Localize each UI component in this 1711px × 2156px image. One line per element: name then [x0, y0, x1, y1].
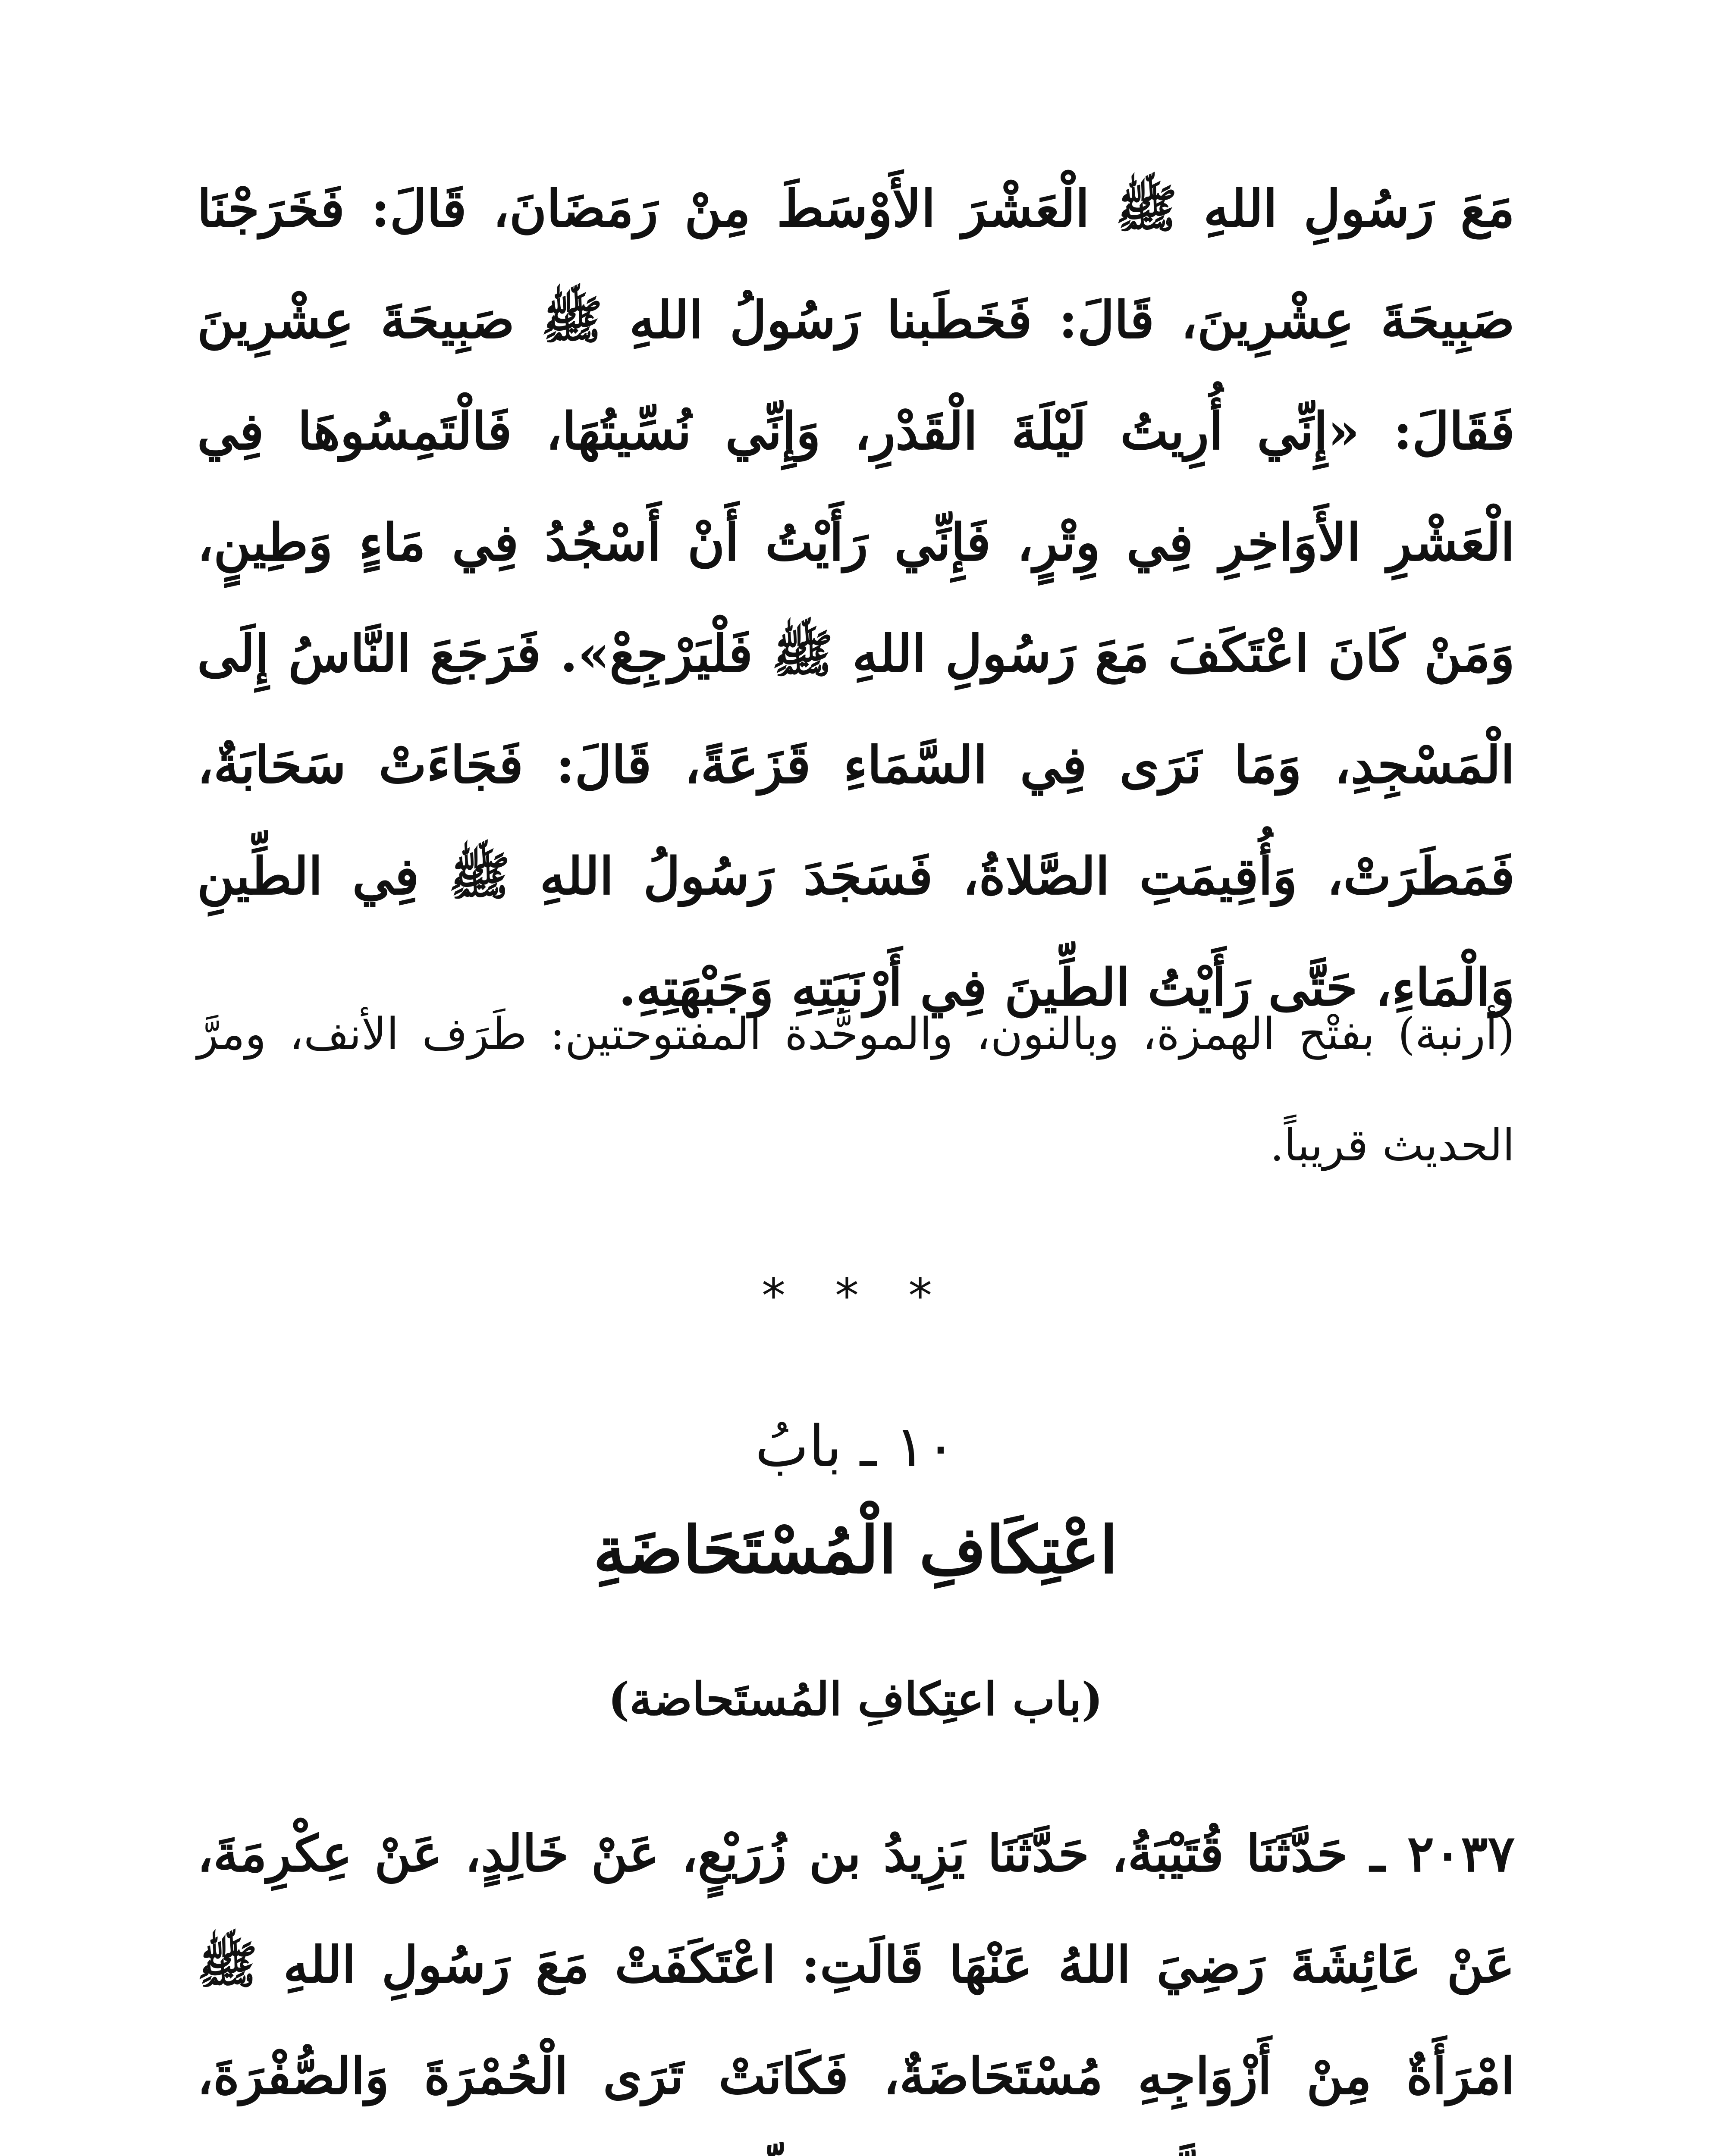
hadith-continuation-text: مَعَ رَسُولِ اللهِ ﷺ الْعَشْرَ الأَوْسَطَ مِنْ رَمَضَانَ، قَالَ: فَخَرَجْنَا صَبِيحَةَ عِشْرِينَ، قَالَ: فَخَطَبنا رَسُولُ اللهِ ﷺ صَبِيحَةَ عِشْرِينَ فَقَالَ: «إِنِّي أُرِيتُ لَيْلَةَ الْقَدْرِ، وَإِنِّي نُسِّيتُهَا، فَالْتَمِسُوهَا فِي الْعَشْرِ الأَوَاخِرِ فِي وِتْرٍ، فَإِنِّي رَأَيْتُ أَنْ أَسْجُدُ فِي مَاءٍ وَطِينٍ، وَمَنْ كَانَ اعْتَكَفَ مَعَ رَسُولِ اللهِ ﷺ فَلْيَرْجِعْ». فَرَجَعَ النَّاسُ إِلَى الْمَسْجِدِ، وَمَا نَرَى فِي السَّمَاءِ قَزَعَةً، قَالَ: فَجَاءَتْ سَحَابَةٌ، فَمَطَرَتْ، وَأُقِيمَتِ الصَّلاةُ، فَسَجَدَ رَسُولُ اللهِ ﷺ فِي الطِّينِ وَالْمَاءِ، حَتَّى رَأَيْتُ الطِّينَ فِي أَرْنَبَتِهِ وَجَبْهَتِهِ.	[197, 179, 1515, 1017]
section-separator: * * *	[762, 1268, 949, 1323]
chapter-subtitle: (باب اعتِكافِ المُستَحاضة)	[608, 1672, 1103, 1726]
chapter-title: اعْتِكَافِ الْمُسْتَحَاضَةِ	[593, 1512, 1118, 1588]
hadith-2037-text: ٢٠٣٧ ـ حَدَّثَنَا قُتَيْبَةُ، حَدَّثَنَا يَزِيدُ بن زُرَيْعٍ، عَنْ خَالِدٍ، عَنْ عِكْرِمَةَ، عَنْ عَائِشَةَ رَضِيَ اللهُ عَنْهَا قَالَتِ: اعْتَكَفَتْ مَعَ رَسُولِ اللهِ ﷺ امْرَأَةٌ مِنْ أَزْوَاجِهِ مُسْتَحَاضَةٌ، فَكَانَتْ تَرَى الْحُمْرَةَ وَالصُّفْرَةَ،	[197, 1824, 1515, 2106]
commentary-note: (أرنبة) بفتْح الهمزة، وبالنون، والموحَّدة المفتوحتين: طَرَف الأنف، ومرَّ الحديث قريباً.	[197, 1009, 1515, 1171]
chapter-number: ١٠ ـ بابُ	[755, 1413, 956, 1480]
